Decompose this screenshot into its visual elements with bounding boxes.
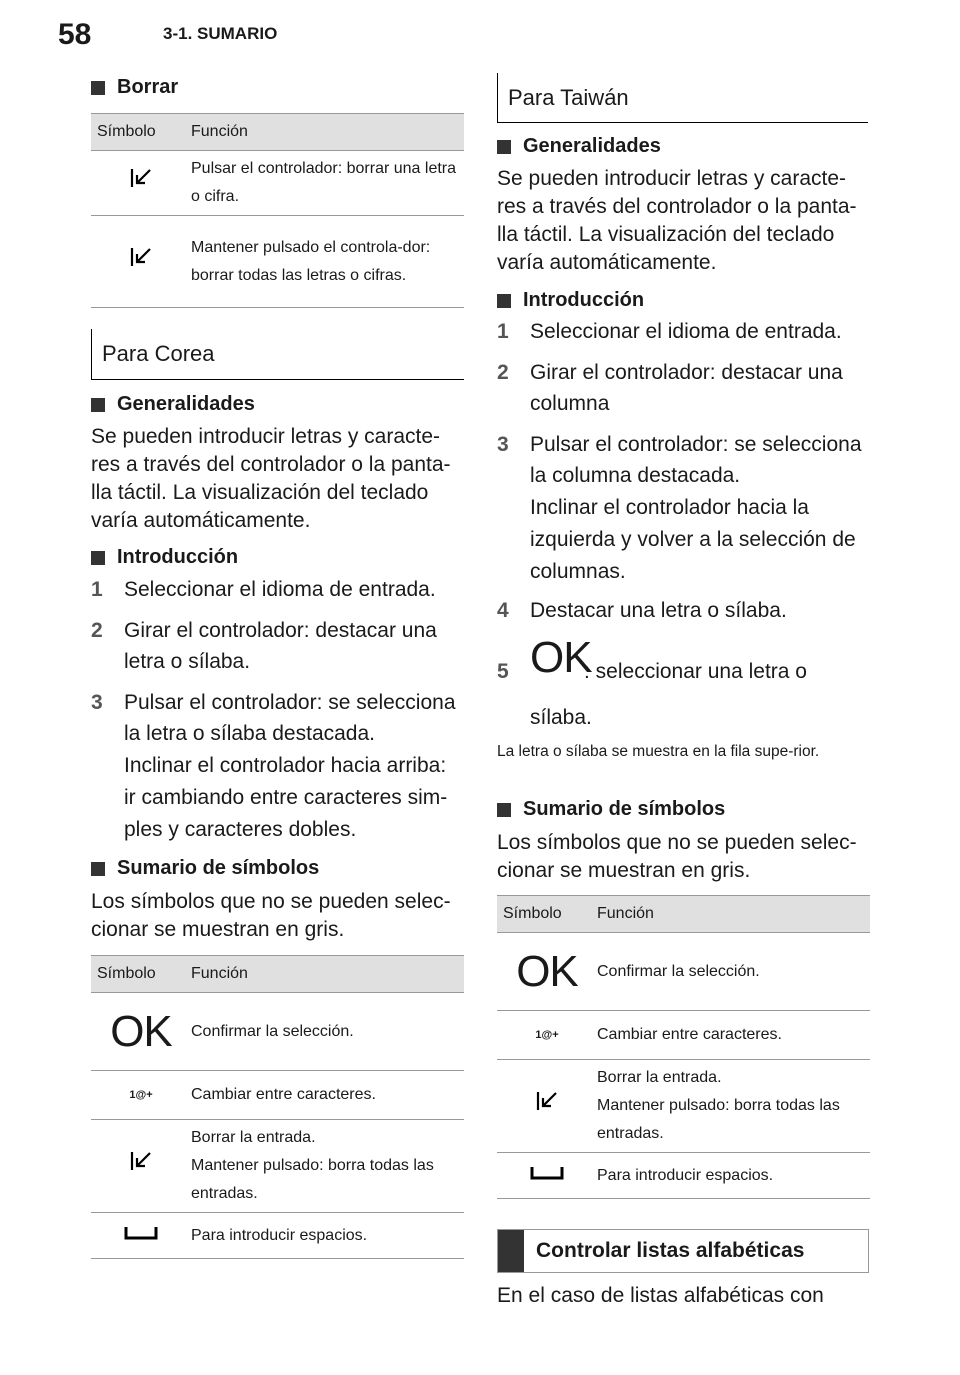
table-cell-function: Para introducir espacios. bbox=[191, 1213, 464, 1259]
listas-alfabeticas-text: En el caso de listas alfabéticas con bbox=[497, 1284, 824, 1307]
bullet-square-icon bbox=[497, 803, 511, 817]
ok-icon: OK bbox=[530, 633, 592, 682]
ok-icon: OK bbox=[91, 993, 191, 1071]
sumario-simbolos-heading: Sumario de símbolos bbox=[497, 798, 725, 821]
table-row bbox=[497, 1153, 870, 1199]
delete-icon bbox=[497, 1060, 597, 1153]
space-icon bbox=[91, 1213, 191, 1259]
generalidades-heading: Generalidades bbox=[91, 393, 255, 416]
step-2: 2 Girar el controlador: destacar una columna bbox=[497, 361, 843, 415]
table-row bbox=[497, 1060, 870, 1153]
table-row bbox=[91, 1213, 464, 1259]
step-5: 5 OK : seleccionar una letra o sílaba. bbox=[497, 633, 807, 729]
step-4: 4 Destacar una letra o sílaba. bbox=[497, 599, 787, 622]
bullet-square-icon bbox=[497, 294, 511, 308]
generalidades-heading: Generalidades bbox=[497, 135, 661, 158]
table-cell-function: Mantener pulsado el controla-dor: borrar todas las letras o cifras. bbox=[191, 216, 464, 308]
table-cell-function: Pulsar el controlador: borrar una letra o cifra. bbox=[191, 151, 464, 216]
step-1: 1 Seleccionar el idioma de entrada. bbox=[91, 578, 436, 601]
table-header-symbol: Símbolo bbox=[497, 896, 597, 933]
symbols-table bbox=[497, 895, 870, 1199]
chars-icon: 1@+ bbox=[497, 1011, 597, 1060]
sumario-simbolos-text: Los símbolos que no se pueden selec-cionar se muestran en gris. bbox=[91, 890, 451, 941]
delete-icon bbox=[91, 1120, 191, 1213]
table-cell-function: Confirmar la selección. bbox=[191, 993, 464, 1071]
borrar-heading: Borrar bbox=[91, 76, 178, 99]
generalidades-text: Se pueden introducir letras y caracte-res a través del controlador o la panta-lla táctil. La visualización del teclado varía automáticamente. bbox=[497, 167, 857, 274]
bullet-square-icon bbox=[91, 81, 105, 95]
space-icon bbox=[497, 1153, 597, 1199]
generalidades-text: Se pueden introducir letras y caracte-res a través del controlador o la panta-lla táctil. La visualización del teclado varía automáticamente. bbox=[91, 425, 451, 532]
bullet-square-icon bbox=[91, 398, 105, 412]
table-row bbox=[497, 933, 870, 1011]
table-row bbox=[91, 216, 464, 308]
table-header-symbol: Símbolo bbox=[91, 956, 191, 993]
step-3: 3 Pulsar el controlador: se selecciona la letra o sílaba destacada. Inclinar el controlador hacia arriba: ir cambiando entre caracteres sim- ples y caracteres dobles. bbox=[91, 691, 456, 841]
step-3: 3 Pulsar el controlador: se selecciona la columna destacada. Inclinar el controlador hacia la izquierda y volver a la selección de columnas. bbox=[497, 433, 862, 583]
borrar-table bbox=[91, 113, 464, 308]
table-row bbox=[91, 1120, 464, 1213]
table-row bbox=[91, 151, 464, 216]
ok-icon: OK bbox=[497, 933, 597, 1011]
table-cell-function: Cambiar entre caracteres. bbox=[597, 1011, 870, 1060]
delete-icon bbox=[91, 216, 191, 308]
chars-icon: 1@+ bbox=[91, 1071, 191, 1120]
introduccion-heading: Introducción bbox=[497, 289, 644, 312]
table-header-symbol: Símbolo bbox=[91, 114, 191, 151]
delete-icon bbox=[91, 151, 191, 216]
heading-bar bbox=[498, 1230, 524, 1272]
table-header-function: Función bbox=[191, 956, 464, 993]
table-header-function: Función bbox=[597, 896, 870, 933]
bullet-square-icon bbox=[91, 551, 105, 565]
table-row bbox=[91, 993, 464, 1071]
listas-alfabeticas-heading: Controlar listas alfabéticas bbox=[497, 1229, 869, 1273]
symbols-table bbox=[91, 955, 464, 1259]
table-row bbox=[497, 1011, 870, 1060]
para-taiwan-title: Para Taiwán bbox=[497, 73, 868, 123]
sumario-simbolos-heading: Sumario de símbolos bbox=[91, 857, 319, 880]
para-corea-title: Para Corea bbox=[91, 329, 464, 380]
step-1: 1 Seleccionar el idioma de entrada. bbox=[497, 320, 842, 343]
sumario-simbolos-text: Los símbolos que no se pueden selec-cionar se muestran en gris. bbox=[497, 831, 857, 882]
page-number: 58 bbox=[58, 18, 92, 51]
table-cell-function: Para introducir espacios. bbox=[597, 1153, 870, 1199]
step-2: 2 Girar el controlador: destacar una letra o sílaba. bbox=[91, 619, 437, 673]
table-header-function: Función bbox=[191, 114, 464, 151]
table-cell-function: Confirmar la selección. bbox=[597, 933, 870, 1011]
table-cell-function: Cambiar entre caracteres. bbox=[191, 1071, 464, 1120]
step-note: La letra o sílaba se muestra en la fila supe-rior. bbox=[497, 743, 820, 760]
bullet-square-icon bbox=[497, 140, 511, 154]
section-title: 3-1. SUMARIO bbox=[163, 24, 278, 43]
bullet-square-icon bbox=[91, 862, 105, 876]
table-cell-function: Borrar la entrada. Mantener pulsado: borra todas las entradas. bbox=[597, 1060, 870, 1153]
table-row bbox=[91, 1071, 464, 1120]
introduccion-heading: Introducción bbox=[91, 546, 238, 569]
table-cell-function: Borrar la entrada. Mantener pulsado: borra todas las entradas. bbox=[191, 1120, 464, 1213]
